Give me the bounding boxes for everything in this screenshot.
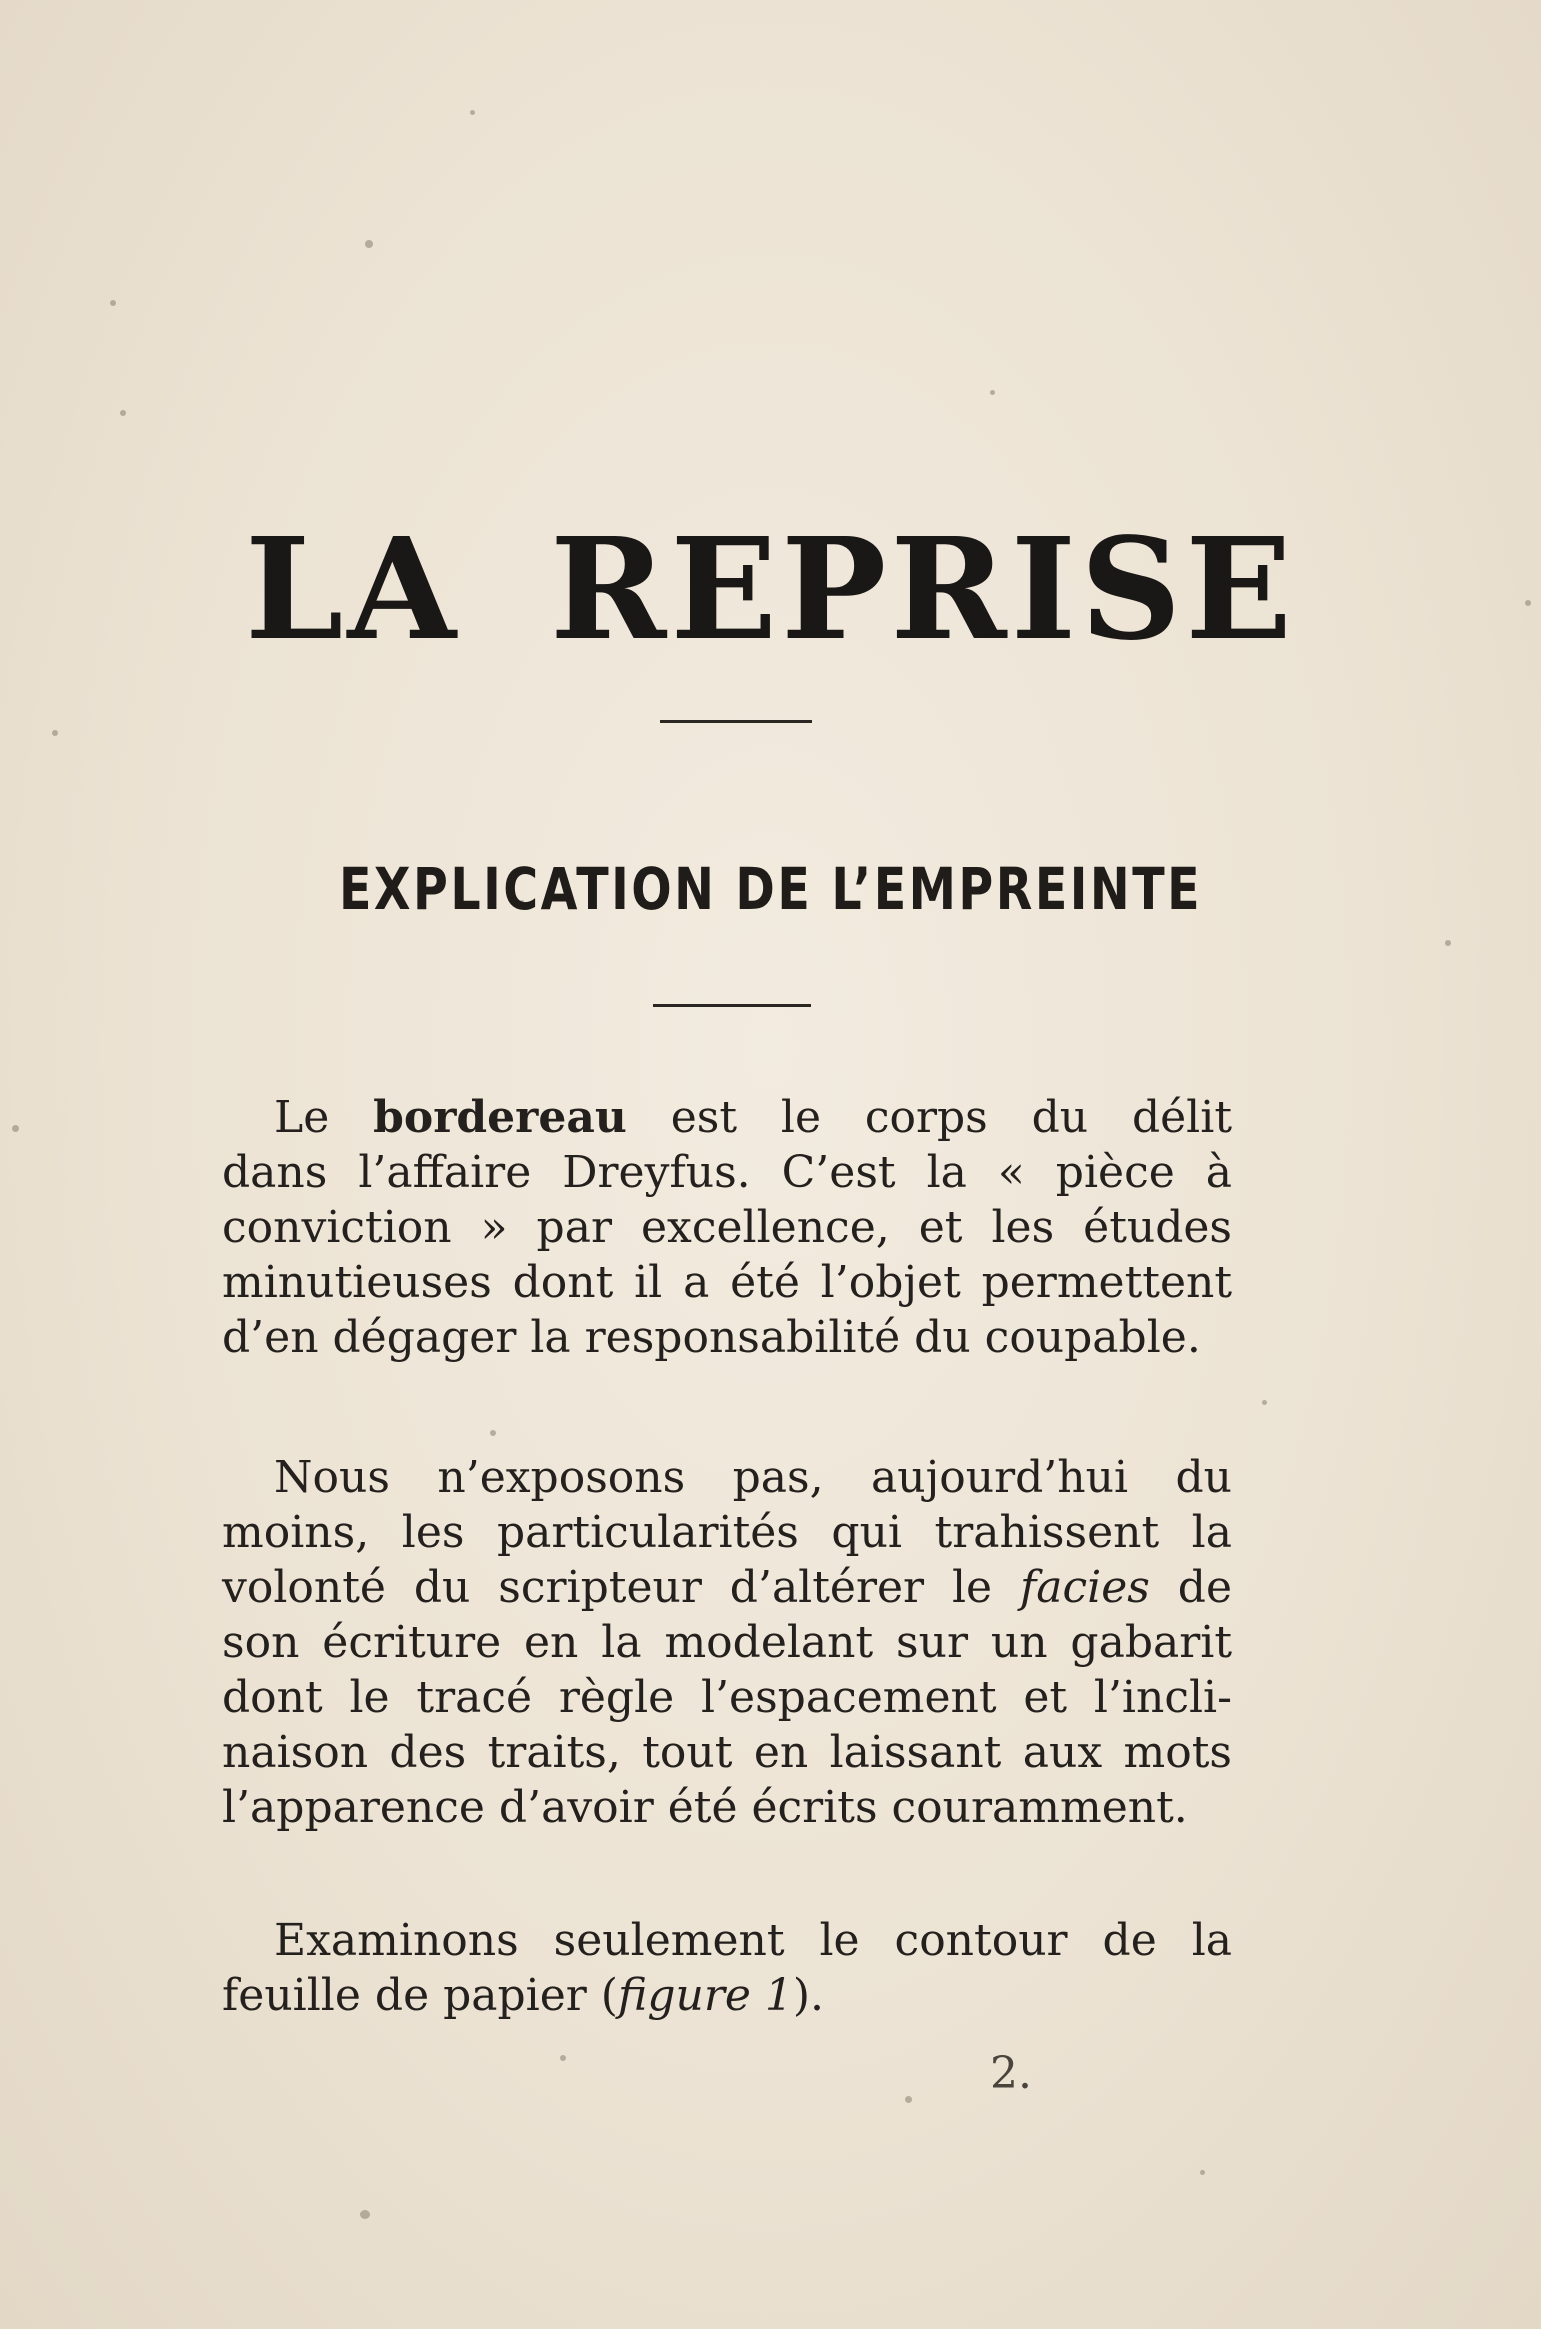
page-number: 2. [990, 2048, 1032, 2099]
title-word-reprise: REPRISE [550, 508, 1297, 672]
paragraph-examinons [222, 1913, 1232, 2023]
text-run: est le corps du délit [626, 1092, 1232, 1143]
paper-speck [490, 1430, 496, 1436]
paragraph-line [222, 1090, 1232, 1145]
heading-divider [653, 1004, 811, 1007]
paragraph-bordereau [222, 1090, 1232, 1365]
paragraph-line: dont le tracé règle l’espacement et l’incli- [222, 1672, 1232, 1723]
paragraph-line: son écriture en la modelant sur un gabarit [222, 1617, 1232, 1668]
text-run: ). [792, 1970, 825, 2021]
bold-term: bordereau [373, 1092, 627, 1143]
paragraph-line [222, 1560, 1232, 1615]
italic-term: facies [1020, 1562, 1150, 1613]
paper-speck [365, 240, 373, 248]
paragraph-particularites [222, 1450, 1232, 1835]
paragraph-line [222, 1968, 1232, 2023]
paper-speck [52, 730, 58, 736]
paper-speck [470, 110, 475, 115]
paragraph-line: d’en dégager la responsabilité du coupable. [222, 1312, 1201, 1363]
title-word-la: LA [244, 508, 461, 672]
paper-speck [905, 2096, 912, 2103]
paper-speck [1200, 2170, 1205, 2175]
paper-speck [110, 300, 116, 306]
paper-speck [120, 410, 126, 416]
paper-speck [990, 390, 995, 395]
title-divider [660, 720, 812, 723]
page-title [0, 508, 1541, 672]
paragraph-line: Nous n’exposons pas, aujourd’hui du [274, 1452, 1232, 1503]
paper-speck [1445, 940, 1451, 946]
paper-speck [12, 1125, 19, 1132]
paragraph-line: dans l’affaire Dreyfus. C’est la « pièce à [222, 1147, 1232, 1198]
paragraph-line: conviction » par excellence, et les études [222, 1202, 1232, 1253]
paragraph-line: naison des traits, tout en laissant aux mots [222, 1727, 1232, 1778]
paper-speck [560, 2055, 566, 2061]
text-run: volonté du scripteur d’altérer le [222, 1562, 1021, 1613]
paragraph-line: l’apparence d’avoir été écrits couramment. [222, 1782, 1188, 1833]
figure-reference: figure 1 [617, 1970, 793, 2021]
text-run: feuille de papier ( [222, 1970, 618, 2021]
paragraph-line: minutieuses dont il a été l’objet permettent [222, 1257, 1232, 1308]
text-run: de [1149, 1562, 1232, 1613]
paper-speck [360, 2210, 370, 2219]
text-run: Le [274, 1092, 374, 1143]
paper-speck [1262, 1400, 1267, 1405]
section-heading: EXPLICATION DE L’EMPREINTE [338, 855, 1203, 923]
paragraph-line: moins, les particularités qui trahissent la [222, 1507, 1232, 1558]
paragraph-line: Examinons seulement le contour de la [274, 1915, 1232, 1966]
